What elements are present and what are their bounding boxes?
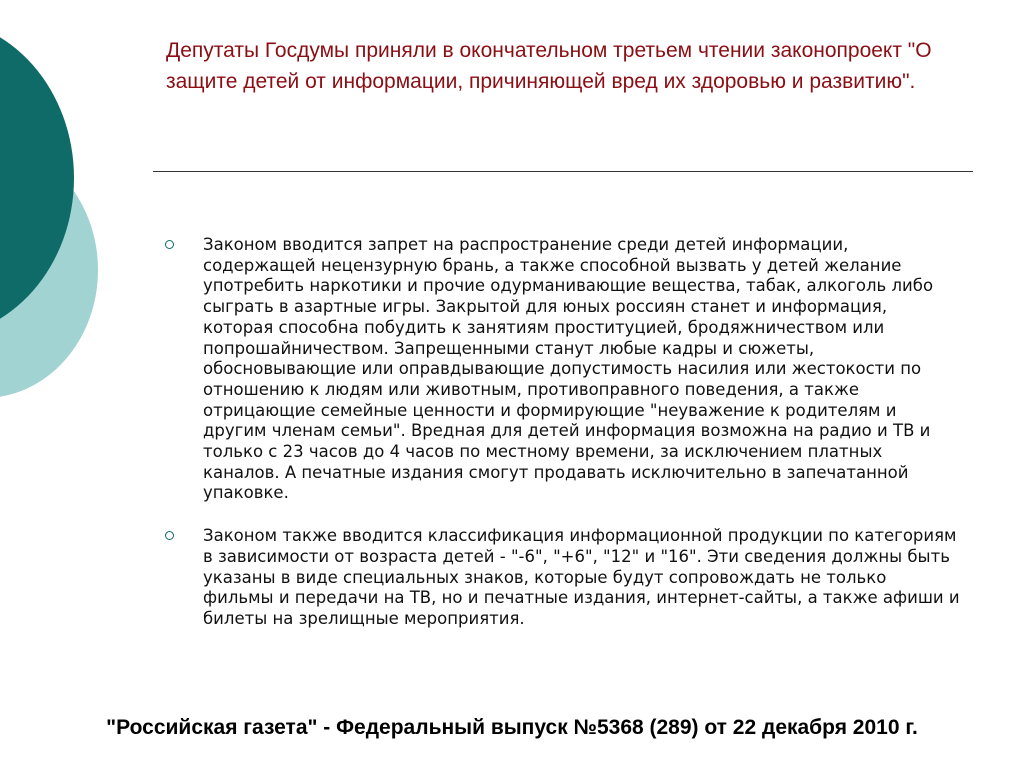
list-item [160,526,960,630]
list-item [160,235,960,504]
title-divider [153,171,973,172]
bullet-list [160,235,960,652]
slide-title: Депутаты Госдумы приняли в окончательном третьем чтении законопроект "О защите детей от информации, причиняющей вред их здоровью и развитию". [166,39,932,93]
source-citation: "Российская газета" - Федеральный выпуск №5368 (289) от 22 декабря 2010 г. [106,716,918,739]
circle-bullet-icon [165,240,174,249]
circle-bullet-icon [165,531,174,540]
bullet-text: Законом также вводится классификация информационной продукции по категориям в зависимости от возраста детей - "-6", "+6", "12" и "16". Эти сведения должны быть указаны в виде специальных знаков, которые будут сопровождать не только фильмы и передачи на ТВ, но и печатные издания, интернет-сайты, а также афиши и билеты на зрелищные мероприятия. [203,526,960,628]
bullet-text: Законом вводится запрет на распространение среди детей информации, содержащей нецензурную брань, а также способной вызвать у детей желание употребить наркотики и прочие одурманивающие вещества, табак, алкоголь либо сыграть в азартные игры. Закрытой для юных россиян станет и информация, которая способна побудить к занятиям проституцией, бродяжничеством или попрошайничеством. Запрещенными станут любые кадры и сюжеты, обосновывающие или оправдывающие допустимость насилия или жестокости по отношению к людям или животным, противоправного поведения, а также отрицающие семейные ценности и формирующие "неуважение к родителям и другим членам семьи". Вредная для детей информация возможна на радио и ТВ и только с 23 часов до 4 часов по местному времени, за исключением платных каналов. А печатные издания смогут продавать исключительно в запечатанной упаковке. [203,235,934,503]
